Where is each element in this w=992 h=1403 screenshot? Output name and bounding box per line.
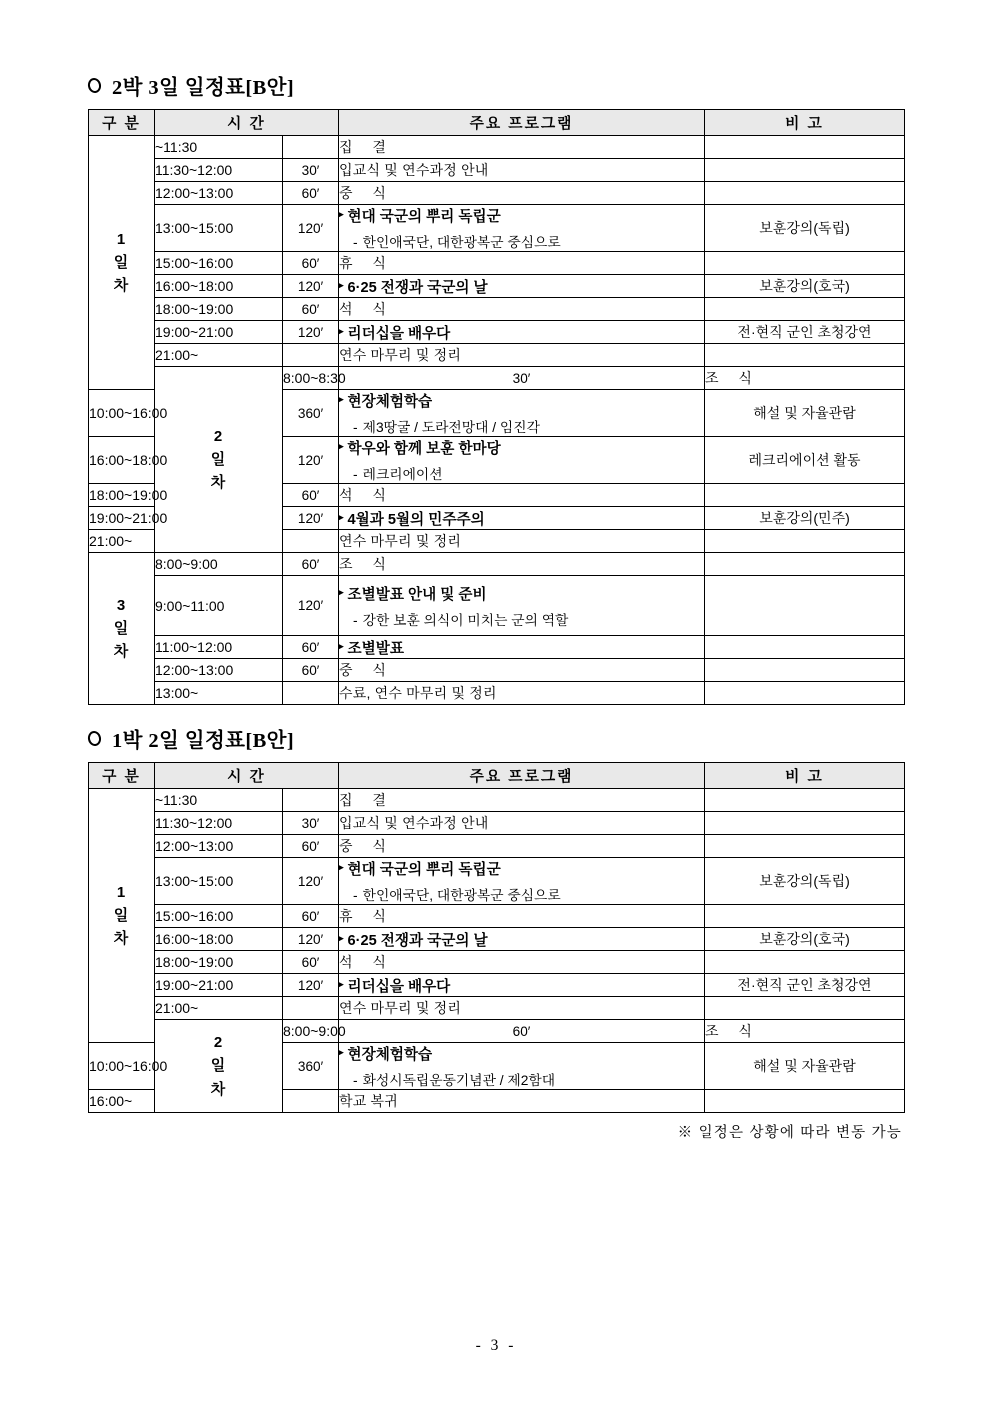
table-row [89, 136, 905, 159]
table-row [89, 789, 905, 812]
duration-cell [283, 789, 339, 812]
duration-cell [283, 344, 339, 367]
triangle-bullet-icon: ▸ [339, 862, 344, 872]
duration-cell: 60′ [283, 182, 339, 205]
program-sub-text: 제3땅굴 / 도라전망대 / 임진각 [362, 420, 540, 435]
page-number: - 3 - [475, 1337, 517, 1354]
table-row [89, 344, 905, 367]
program-cell [339, 951, 705, 974]
duration-cell [283, 682, 339, 705]
time-cell: 18:00~19:00 [155, 298, 283, 321]
note-cell: 전·현직 군인 초청강연 [705, 974, 905, 997]
program-text: 연수 마무리 및 정리 [339, 533, 462, 549]
triangle-bullet-icon: ▸ [339, 209, 344, 219]
note-cell [705, 252, 905, 275]
day-label-line: 일 [210, 450, 227, 468]
program-cell [339, 905, 705, 928]
program-title [339, 390, 704, 411]
program-text: 현장체험학습 [347, 1047, 433, 1063]
day-label-line: 차 [113, 277, 130, 295]
note-cell [705, 682, 905, 705]
table-row [89, 951, 905, 974]
duration-cell: 60′ [283, 298, 339, 321]
program-text: 6·25 전쟁과 국군의 날 [347, 932, 488, 949]
program-cell [339, 321, 705, 344]
time-cell: 12:00~13:00 [155, 835, 283, 858]
triangle-bullet-icon: ▸ [339, 1047, 344, 1057]
program-text: 석 식 [339, 301, 394, 317]
time-cell: 11:30~12:00 [155, 159, 283, 182]
table-row [89, 858, 905, 905]
triangle-bullet-icon: ▸ [339, 932, 344, 943]
duration-cell: 30′ [339, 367, 705, 390]
program-title [339, 437, 704, 458]
dash-icon: - [353, 235, 358, 250]
time-cell: 18:00~19:00 [89, 484, 155, 507]
program-text: 중 식 [339, 838, 394, 854]
table-row [89, 205, 905, 252]
program-cell [339, 275, 705, 298]
note-cell [705, 789, 905, 812]
program-cell [339, 1043, 705, 1090]
time-cell: 13:00~15:00 [155, 858, 283, 905]
time-cell: 8:00~8:30 [283, 367, 339, 390]
dash-icon: - [353, 888, 358, 903]
note-cell: 보훈강의(호국) [705, 275, 905, 298]
time-cell: 21:00~ [155, 344, 283, 367]
day-label-line: 일 [210, 1057, 227, 1075]
day-label-cell [89, 789, 155, 1043]
program-cell [339, 1090, 705, 1113]
dash-icon: - [353, 420, 358, 435]
program-subtitle [339, 1069, 704, 1089]
program-text: 석 식 [339, 954, 394, 970]
day-label-line: 차 [113, 643, 130, 661]
program-title [339, 975, 704, 996]
program-sub-text: 화성시독립운동기념관 / 제2함대 [362, 1073, 556, 1088]
program-title [339, 508, 704, 529]
program-text: 학우와 함께 보훈 한마당 [347, 441, 501, 457]
day-label-line: 3 [116, 596, 127, 614]
table-row [89, 367, 905, 390]
program-text: 조 식 [705, 370, 760, 386]
day-label-cell [155, 367, 283, 553]
time-cell: 12:00~13:00 [155, 182, 283, 205]
column-header-gubun: 구 분 [89, 763, 155, 789]
program-cell [339, 507, 705, 530]
time-cell: ~11:30 [155, 789, 283, 812]
table-row [89, 682, 905, 705]
program-text: 연수 마무리 및 정리 [339, 347, 462, 363]
note-cell: 보훈강의(민주) [705, 507, 905, 530]
program-cell [339, 997, 705, 1020]
day-label-line: 2 [213, 427, 224, 445]
duration-cell: 60′ [283, 636, 339, 659]
program-subtitle [339, 416, 704, 436]
dash-icon: - [353, 612, 358, 628]
time-cell: 13:00~ [155, 682, 283, 705]
ring-bullet-icon [87, 76, 103, 93]
duration-cell [283, 530, 339, 553]
program-cell [339, 636, 705, 659]
time-cell: 11:30~12:00 [155, 812, 283, 835]
duration-cell: 120′ [283, 928, 339, 951]
program-cell [339, 390, 705, 437]
program-cell [705, 367, 905, 390]
note-cell: 레크리에이션 활동 [705, 437, 905, 484]
program-text: 휴 식 [339, 255, 394, 271]
program-sub-text: 레크리에이션 [362, 467, 443, 482]
note-cell: 전·현직 군인 초청강연 [705, 321, 905, 344]
time-cell: 21:00~ [89, 530, 155, 553]
program-cell [339, 205, 705, 252]
program-cell [339, 159, 705, 182]
note-cell [705, 136, 905, 159]
program-sub-text: 강한 보훈 의식이 미치는 군의 역할 [362, 612, 569, 628]
dash-icon: - [353, 1073, 358, 1088]
program-cell [705, 1020, 905, 1043]
column-header-note: 비 고 [705, 763, 905, 789]
program-cell [339, 344, 705, 367]
duration-cell: 120′ [283, 576, 339, 636]
program-cell [339, 682, 705, 705]
note-cell [705, 576, 905, 636]
table-row [89, 275, 905, 298]
program-text: 6·25 전쟁과 국군의 날 [347, 279, 488, 296]
day-label-line: 일 [113, 906, 130, 924]
table-row [89, 974, 905, 997]
program-title [339, 1043, 704, 1064]
note-cell: 보훈강의(독립) [705, 858, 905, 905]
table-row [89, 835, 905, 858]
table-row [89, 636, 905, 659]
time-cell: 8:00~9:00 [155, 553, 283, 576]
time-cell: 15:00~16:00 [155, 905, 283, 928]
column-header-note: 비 고 [705, 110, 905, 136]
time-cell: 21:00~ [155, 997, 283, 1020]
duration-cell: 360′ [283, 1043, 339, 1090]
program-title [339, 583, 704, 604]
program-cell [339, 484, 705, 507]
program-title [339, 858, 704, 879]
table-row [89, 905, 905, 928]
program-subtitle [339, 884, 704, 904]
program-text: 연수 마무리 및 정리 [339, 1000, 462, 1016]
triangle-bullet-icon: ▸ [339, 279, 344, 290]
time-cell: 8:00~9:00 [283, 1020, 339, 1043]
time-cell: 11:00~12:00 [155, 636, 283, 659]
note-cell [705, 997, 905, 1020]
program-cell [339, 298, 705, 321]
program-cell [339, 858, 705, 905]
table-row [89, 553, 905, 576]
note-cell [705, 659, 905, 682]
program-text: 리더십을 배우다 [347, 325, 451, 342]
duration-cell: 360′ [283, 390, 339, 437]
duration-cell: 60′ [283, 252, 339, 275]
program-text: 석 식 [339, 487, 394, 503]
duration-cell: 120′ [283, 507, 339, 530]
program-text: 조별발표 안내 및 준비 [347, 586, 487, 603]
column-header-time: 시 간 [155, 110, 339, 136]
note-cell [705, 182, 905, 205]
column-header-program: 주요 프로그램 [339, 110, 705, 136]
time-cell: 18:00~19:00 [155, 951, 283, 974]
table-header-row [89, 763, 905, 789]
day-label-line: 차 [210, 1080, 227, 1098]
program-cell [339, 576, 705, 636]
program-cell [339, 437, 705, 484]
duration-cell: 30′ [283, 812, 339, 835]
day-label-cell [89, 136, 155, 390]
duration-cell [283, 997, 339, 1020]
program-sub-text: 한인애국단, 대한광복군 중심으로 [362, 888, 561, 903]
note-cell: 해설 및 자율관람 [705, 1043, 905, 1090]
section-heading-1n2d [88, 723, 904, 753]
table-header-row [89, 110, 905, 136]
program-text: 조 식 [339, 556, 394, 572]
column-header-gubun: 구 분 [89, 110, 155, 136]
note-cell: 보훈강의(독립) [705, 205, 905, 252]
table-row [89, 1020, 905, 1043]
program-text: 학교 복귀 [339, 1093, 399, 1109]
program-title [339, 276, 704, 297]
note-cell: 해설 및 자율관람 [705, 390, 905, 437]
note-cell [705, 812, 905, 835]
table-row [89, 182, 905, 205]
duration-cell: 120′ [283, 974, 339, 997]
note-cell [705, 835, 905, 858]
time-cell: 15:00~16:00 [155, 252, 283, 275]
duration-cell: 60′ [283, 905, 339, 928]
duration-cell: 120′ [283, 321, 339, 344]
day-label-line: 차 [210, 474, 227, 492]
program-text: 집 결 [339, 792, 394, 808]
triangle-bullet-icon: ▸ [339, 586, 344, 597]
time-cell: ~11:30 [155, 136, 283, 159]
table-row [89, 321, 905, 344]
program-sub-text: 한인애국단, 대한광복군 중심으로 [362, 235, 561, 250]
dash-icon: - [353, 467, 358, 482]
footnote: ※ 일정은 상황에 따라 변동 가능 [677, 1125, 902, 1141]
duration-cell: 60′ [283, 484, 339, 507]
program-cell [339, 553, 705, 576]
note-cell [705, 553, 905, 576]
program-text: 리더십을 배우다 [347, 978, 451, 995]
program-text: 집 결 [339, 139, 394, 155]
table-row [89, 928, 905, 951]
time-cell: 9:00~11:00 [155, 576, 283, 636]
program-cell [339, 812, 705, 835]
triangle-bullet-icon: ▸ [339, 640, 344, 651]
triangle-bullet-icon: ▸ [339, 441, 344, 451]
day-label-line: 1 [116, 230, 127, 248]
program-cell [339, 182, 705, 205]
time-cell: 13:00~15:00 [155, 205, 283, 252]
duration-cell: 60′ [283, 951, 339, 974]
time-cell: 16:00~ [89, 1090, 155, 1113]
note-cell: 보훈강의(호국) [705, 928, 905, 951]
duration-cell: 120′ [283, 858, 339, 905]
duration-cell: 60′ [339, 1020, 705, 1043]
column-header-program: 주요 프로그램 [339, 763, 705, 789]
program-subtitle [339, 463, 704, 483]
duration-cell: 60′ [283, 553, 339, 576]
time-cell: 10:00~16:00 [89, 390, 155, 437]
program-title [339, 205, 704, 226]
program-cell [339, 974, 705, 997]
ring-bullet-icon [87, 729, 103, 746]
program-cell [339, 928, 705, 951]
program-cell [339, 252, 705, 275]
note-cell [705, 636, 905, 659]
duration-cell: 30′ [283, 159, 339, 182]
note-cell [705, 1090, 905, 1113]
program-cell [339, 659, 705, 682]
section-heading-2n3d [88, 70, 904, 100]
program-text: 조별발표 [347, 640, 404, 657]
duration-cell [283, 136, 339, 159]
table-row [89, 298, 905, 321]
time-cell: 16:00~18:00 [155, 275, 283, 298]
table-row [89, 252, 905, 275]
day-label-line: 1 [116, 883, 127, 901]
schedule-table-2n3d [88, 109, 905, 705]
table-row [89, 812, 905, 835]
triangle-bullet-icon: ▸ [339, 511, 344, 522]
time-cell: 19:00~21:00 [155, 321, 283, 344]
duration-cell [283, 1090, 339, 1113]
time-cell: 16:00~18:00 [155, 928, 283, 951]
triangle-bullet-icon: ▸ [339, 325, 344, 336]
day-label-cell [89, 553, 155, 705]
time-cell: 12:00~13:00 [155, 659, 283, 682]
program-text: 입교식 및 연수과정 안내 [339, 162, 489, 178]
triangle-bullet-icon: ▸ [339, 394, 344, 404]
table-row [89, 659, 905, 682]
time-cell: 16:00~18:00 [89, 437, 155, 484]
program-text: 조 식 [705, 1023, 760, 1039]
day-label-line: 차 [113, 930, 130, 948]
program-cell [339, 136, 705, 159]
program-subtitle [339, 231, 704, 251]
triangle-bullet-icon: ▸ [339, 978, 344, 989]
program-text: 현대 국군의 뿌리 독립군 [347, 209, 501, 225]
program-text: 현대 국군의 뿌리 독립군 [347, 862, 501, 878]
program-cell [339, 789, 705, 812]
duration-cell: 60′ [283, 835, 339, 858]
note-cell [705, 951, 905, 974]
note-cell [705, 344, 905, 367]
note-cell [705, 530, 905, 553]
program-title [339, 929, 704, 950]
duration-cell: 120′ [283, 437, 339, 484]
program-cell [339, 835, 705, 858]
time-cell: 19:00~21:00 [89, 507, 155, 530]
day-label-line: 일 [113, 619, 130, 637]
duration-cell: 120′ [283, 275, 339, 298]
time-cell: 10:00~16:00 [89, 1043, 155, 1090]
program-title [339, 322, 704, 343]
duration-cell: 60′ [283, 659, 339, 682]
duration-cell: 120′ [283, 205, 339, 252]
table-row [89, 159, 905, 182]
day-label-line: 일 [113, 253, 130, 271]
note-cell [705, 298, 905, 321]
program-text: 현장체험학습 [347, 394, 433, 410]
table-row [89, 997, 905, 1020]
column-header-time: 시 간 [155, 763, 339, 789]
program-title [339, 637, 704, 658]
program-text: 중 식 [339, 185, 394, 201]
section-title: 2박 3일 일정표[B안] [112, 77, 295, 99]
program-text: 중 식 [339, 662, 394, 678]
program-text: 입교식 및 연수과정 안내 [339, 815, 489, 831]
note-cell [705, 159, 905, 182]
note-cell [705, 905, 905, 928]
day-label-line: 2 [213, 1034, 224, 1052]
program-text: 4월과 5월의 민주주의 [347, 511, 485, 528]
program-text: 수료, 연수 마무리 및 정리 [339, 685, 497, 701]
day-label-cell [155, 1020, 283, 1113]
schedule-table-1n2d [88, 762, 905, 1113]
program-subtitle [339, 609, 704, 629]
program-cell [339, 530, 705, 553]
program-text: 휴 식 [339, 908, 394, 924]
table-row [89, 576, 905, 636]
note-cell [705, 484, 905, 507]
time-cell: 19:00~21:00 [155, 974, 283, 997]
section-title: 1박 2일 일정표[B안] [112, 730, 295, 752]
